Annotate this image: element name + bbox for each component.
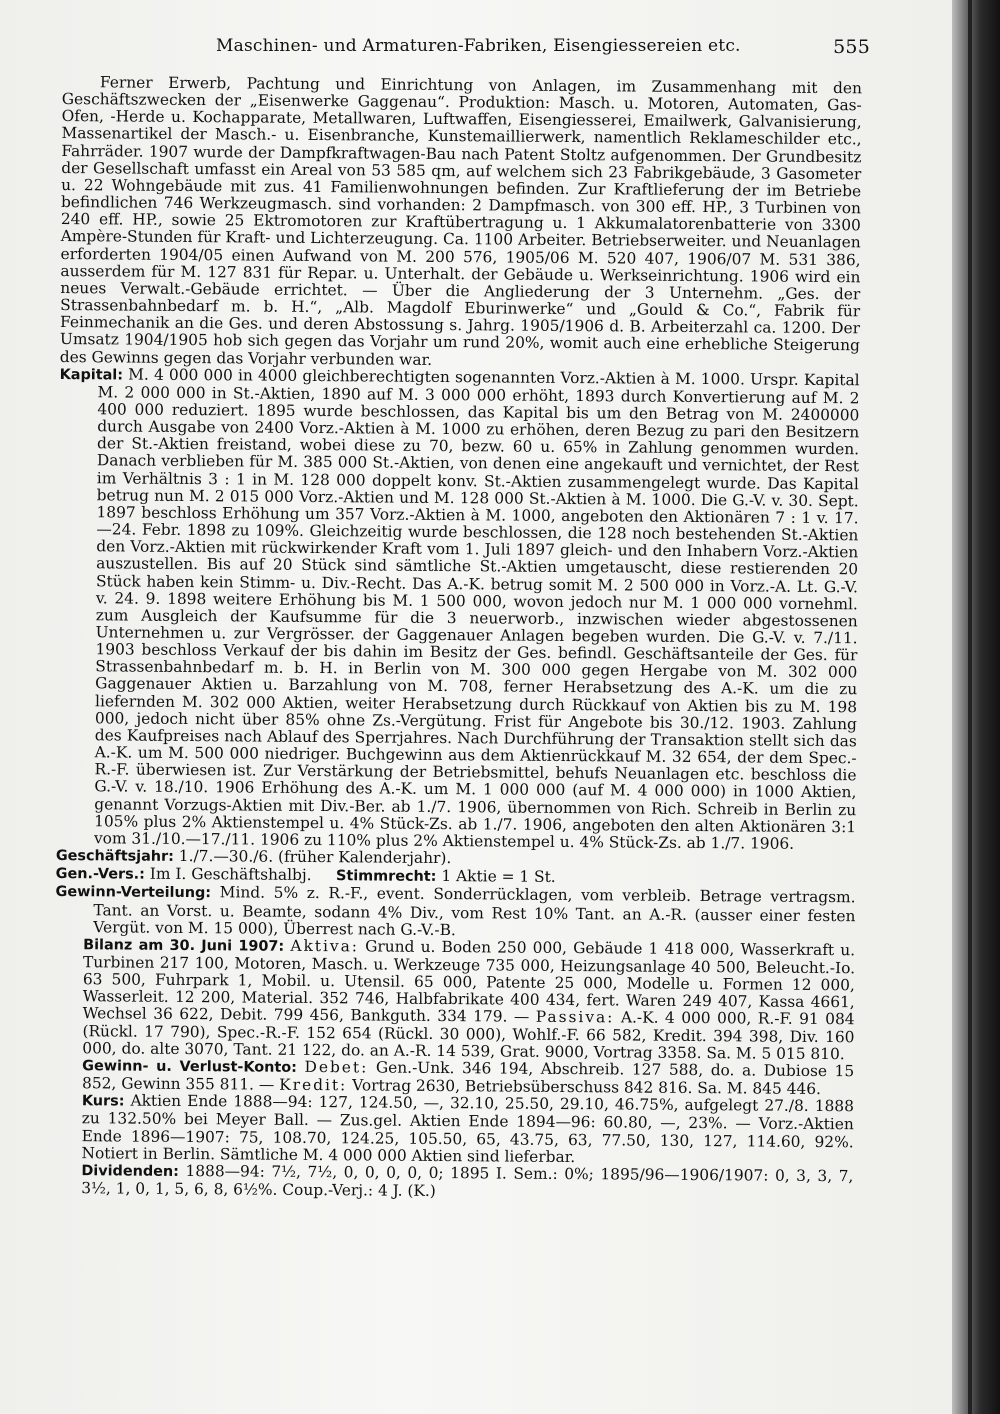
gewinn-verteilung-text: Mind. 5% z. R.-F., event. Sonderrücklagen, vom verbleib. Betrage vertragsm. Tant. an Vorst. u. Beamte, sodann 4% Div., vom Rest 10% Tant. an A.-R. (ausser einer festen Vergüt. von M. 15 000), Überrest nach G.-V.-B. <box>93 883 856 939</box>
geschaeftsjahr-label: Geschäftsjahr: <box>55 848 174 865</box>
kapital-section <box>56 366 860 854</box>
kurs-text: Aktien Ende 1888—94: 127, 124.50, —, 32.10, 25.50, 29.10, 46.75%, aufgelegt 27./8. 1888 zu 132.50% bei Meyer Ball. — Zus.gel. Aktien Ende 1894—96: 60.80, —, 23%. — Vorz.-Aktien Ende 1896—1907: 75, 108.70, 124.25, 105.50, 65, 43.75, 63, 77.50, 130, 127, 114.60, 92%. Notiert in Berlin. Sämtliche M. 4 000 000 Aktien sind lieferbar. <box>81 1091 854 1166</box>
aktiva-text: Grund u. Boden 250 000, Gebäude 1 418 000, Wasserkraft u. Turbinen 217 100, Motoren, Masch. u. Werkzeuge 735 000, Heizungsanlage 40 500, Beleucht.-Io. 63 500, Fuhrpark 1, Mobil. u. Utensil. 65 000, Patente 25 000, Modelle u. Formen 12 000, Wasserleit. 12 200, Material. 352 746, Halbfabrikate 400 434, fert. Waren 249 407, Kassa 4661, Wechsel 36 622, Debit. 799 456, Bankguth. 334 179. — <box>82 937 856 1027</box>
stimmrecht-text: 1 Aktie = 1 St. <box>441 867 556 887</box>
kurs-section <box>53 1092 854 1168</box>
page-body <box>53 74 862 1203</box>
geschaeftsjahr-text: 1./7.—30./6. (früher Kalenderjahr). <box>178 846 452 868</box>
gen-vers-text: Im I. Geschäftshalbj. <box>149 864 312 885</box>
bilanz-section <box>54 936 855 1063</box>
kurs-label: Kurs: <box>81 1093 125 1110</box>
binding-line <box>968 0 972 1414</box>
aktiva-label: Aktiva: <box>290 936 360 956</box>
running-title: Maschinen- und Armaturen-Fabriken, Eisengiessereien etc. <box>216 36 741 56</box>
page-edge-shadow <box>952 0 1000 1414</box>
kredit-text: Vortrag 2630, Betriebsüberschuss 842 816. Sa. M. 845 446. <box>352 1076 822 1099</box>
debet-label: Debet: <box>304 1057 369 1077</box>
dividenden-section <box>53 1162 853 1204</box>
page-number: 555 <box>833 36 870 58</box>
kapital-label: Kapital: <box>59 366 124 384</box>
passiva-label: Passiva: <box>535 1008 615 1027</box>
gewinn-verteilung-label: Gewinn-Verteilung: <box>55 884 212 902</box>
gewinn-verlust-label: Gewinn- u. Verlust-Konto: <box>82 1058 297 1076</box>
running-header <box>60 36 870 60</box>
passiva-text: A.-K. 4 000 000, R.-F. 91 084 (Rückl. 17 790), Spec.-R.-F. 152 654 (Rückl. 30 000), Wohlf.-F. 66 582, Kredit. 394 398, Div. 160 000, do. alte 3070, Tant. 21 122, do. an A.-R. 14 539, Grat. 9000, Vortrag 3358. Sa. M. 5 015 810. <box>82 1008 855 1063</box>
dividenden-label: Dividenden: <box>81 1163 180 1180</box>
gen-vers-label: Gen.-Vers.: <box>55 866 145 883</box>
gewinn-verteilung-section <box>55 883 855 942</box>
kredit-label: Kredit: <box>279 1075 348 1095</box>
intro-paragraph: Ferner Erwerb, Pachtung und Einrichtung von Anlagen, im Zusammenhang mit den Geschäftszwecken der „Eisenwerke Gaggenau“. Produktion: Masch. u. Motoren, Automaten, Gas-Ofen, -Herde u. Kochapparate, Metallwaren, Luftwaffen, Eisengiesserei, Emailwerk, Galvanisierung, Massenartikel der Masch.- u. Eisenbranche, Kunstemaillierwerk, namentlich Reklameschilder etc., Fahrräder. 1907 wurde der Dampfkraftwagen-Bau nach Patent Stoltz aufgenommen. Der Grundbesitz der Gesellschaft umfasst ein Areal von 53 585 qm, auf welchem sich 23 Fabrikgebäude, 3 Gasometer u. 22 Wohngebäude mit zus. 41 Familienwohnungen befinden. Zur Kraftlieferung der im Betriebe befindlichen 746 Werkzeugmasch. sind vorhanden: 2 Dampfmasch. von 300 eff. HP., 3 Turbinen von 240 eff. HP., sowie 25 Ektromotoren zur Kraftübertragung u. 1 Akkumalatorenbatterie von 3300 Ampère-Stunden für Kraft- und Lichterzeugung. Ca. 1100 Arbeiter. Betriebserweiter. und Neuanlagen erforderten 1904/05 einen Aufwand von M. 200 576, 1905/06 M. 520 407, 1906/07 M. 531 386, ausserdem für M. 127 831 für Repar. u. Unterhalt. der Gebäude u. Werkseinrichtung. 1906 wird ein neues Verwalt.-Gebäude errichtet. — Über die Angliederung der 3 Unternehm. „Ges. der Strassenbahnbedarf m. b. H.“, „Alb. Magdolf Eburinwerke“ und „Gould & Co.“, Fabrik für Feinmechanik an die Ges. und deren Abstossung s. Jahrg. 1905/1906 d. B. Arbeiterzahl ca. 1200. Der Umsatz 1904/1905 hob sich gegen das Vorjahr um rund 20%, womit auch eine erhebliche Steigerung des Gewinns gegen das Vorjahr verbunden war. <box>59 73 862 369</box>
dividenden-text: 1888—94: 7½, 7½, 0, 0, 0, 0, 0; 1895 I. Sem.: 0%; 1895/96—1906/1907: 0, 3, 3, 7, 3½, 1, 0, 1, 5, 6, 8, 6½%. Coup.-Verj.: 4 J. (K.) <box>81 1161 854 1200</box>
stimmrecht-label: Stimmrecht: <box>335 868 437 886</box>
kapital-text: M. 4 000 000 in 4000 gleichberechtigten sogenannten Vorz.-Aktien à M. 1000. Urspr. Kapital M. 2 000 000 in St.-Aktien, 1890 auf M. 3 000 000 erhöht, 1893 durch Konvertierung auf M. 2 400 000 reduziert. 1895 wurde beschlossen, das Kapital bis um den Betrag von M. 2400000 durch Ausgabe von 2400 Vorz.-Aktien à M. 1000 zu erhöhen, deren Bezug zu pari den Besitzern der St.-Aktien freistand, wobei diese zu 70, bezw. 60 u. 65% in Zahlung genommen wurden. Danach verblieben für M. 385 000 St.-Aktien, von denen eine angekauft und vernichtet, der Rest im Verhältnis 3 : 1 in M. 128 000 doppelt konv. St.-Aktien zusammengelegt wurde. Das Kapital betrug nun M. 2 015 000 Vorz.-Aktien und M. 128 000 St.-Aktien à M. 1000. Die G.-V. v. 30. Sept. 1897 beschloss Erhöhung um 357 Vorz.-Aktien à M. 1000, angeboten den Aktionären 7 : 1 v. 17.—24. Febr. 1898 zu 109%. Gleichzeitig wurde beschlossen, die 128 noch bestehenden St.-Aktien den Vorz.-Aktien mit rückwirkender Kraft vom 1. Juli 1897 gleich- und den Inhabern Vorz.-Aktien auszustellen. Bis auf 20 Stück sind sämtliche St.-Aktien umgetauscht, diese restierenden 20 Stück haben kein Stimm- u. Div.-Recht. Das A.-K. betrug somit M. 2 500 000 in Vorz.-A. Lt. G.-V. v. 24. 9. 1898 weitere Erhöhung bis M. 1 500 000, wovon jedoch nur M. 1 000 000 vornehml. zum Ausgleich der Kaufsumme für die 3 neuerworb., inzwischen wieder abgestossenen Unternehmen u. zur Vergrösser. der Gaggenauer Anlagen begeben wurden. Die G.-V. v. 7./11. 1903 beschloss Verkauf der bis dahin im Besitz der Ges. befindl. Geschäftsanteile der Ges. für Strassenbahnbedarf m. b. H. in Berlin von M. 300 000 gegen Hergabe von M. 302 000 Gaggenauer Aktien u. Barzahlung von M. 708, ferner Herabsetzung des A.-K. um die zu liefernden M. 302 000 Aktien, weiter Herabsetzung durch Rückkauf von Aktien bis zu M. 198 000, jedoch nicht über 85% ohne Zs.-Vergütung. Frist für Angebote bis 30./12. 1903. Zahlung des Kaufpreises nach Ablauf des Sperrjahres. Nach Durchführung der Transaktion stellt sich das A.-K. um M. 500 000 niedriger. Buchgewinn aus dem Aktienrückkauf M. 32 654, der dem Spec.-R.-F. überwiesen ist. Zur Verstärkung der Betriebsmittel, behufs Neuanlagen etc. beschloss die G.-V. v. 18./10. 1906 Erhöhung des A.-K. um M. 1 000 000 (auf M. 4 000 000) in 1000 Aktien, genannt Vorzugs-Aktien mit Div.-Ber. ab 1./7. 1906, übernommen von Rich. Schreib in Berlin zu 105% plus 2% Aktienstempel u. 4% Stück-Zs. ab 1./7. 1906, angeboten den alten Aktionären 3:1 vom 31./10.—17./11. 1906 zu 110% plus 2% Aktienstempel u. 4% Stück-Zs. ab 1./7. 1906. <box>93 365 860 853</box>
debet-text: Gen.-Unk. 346 194, Abschreib. 127 588, do. a. Dubiose 15 852, Gewinn 355 811. — <box>82 1058 855 1094</box>
bilanz-label: Bilanz am 30. Juni 1907: <box>83 937 285 955</box>
